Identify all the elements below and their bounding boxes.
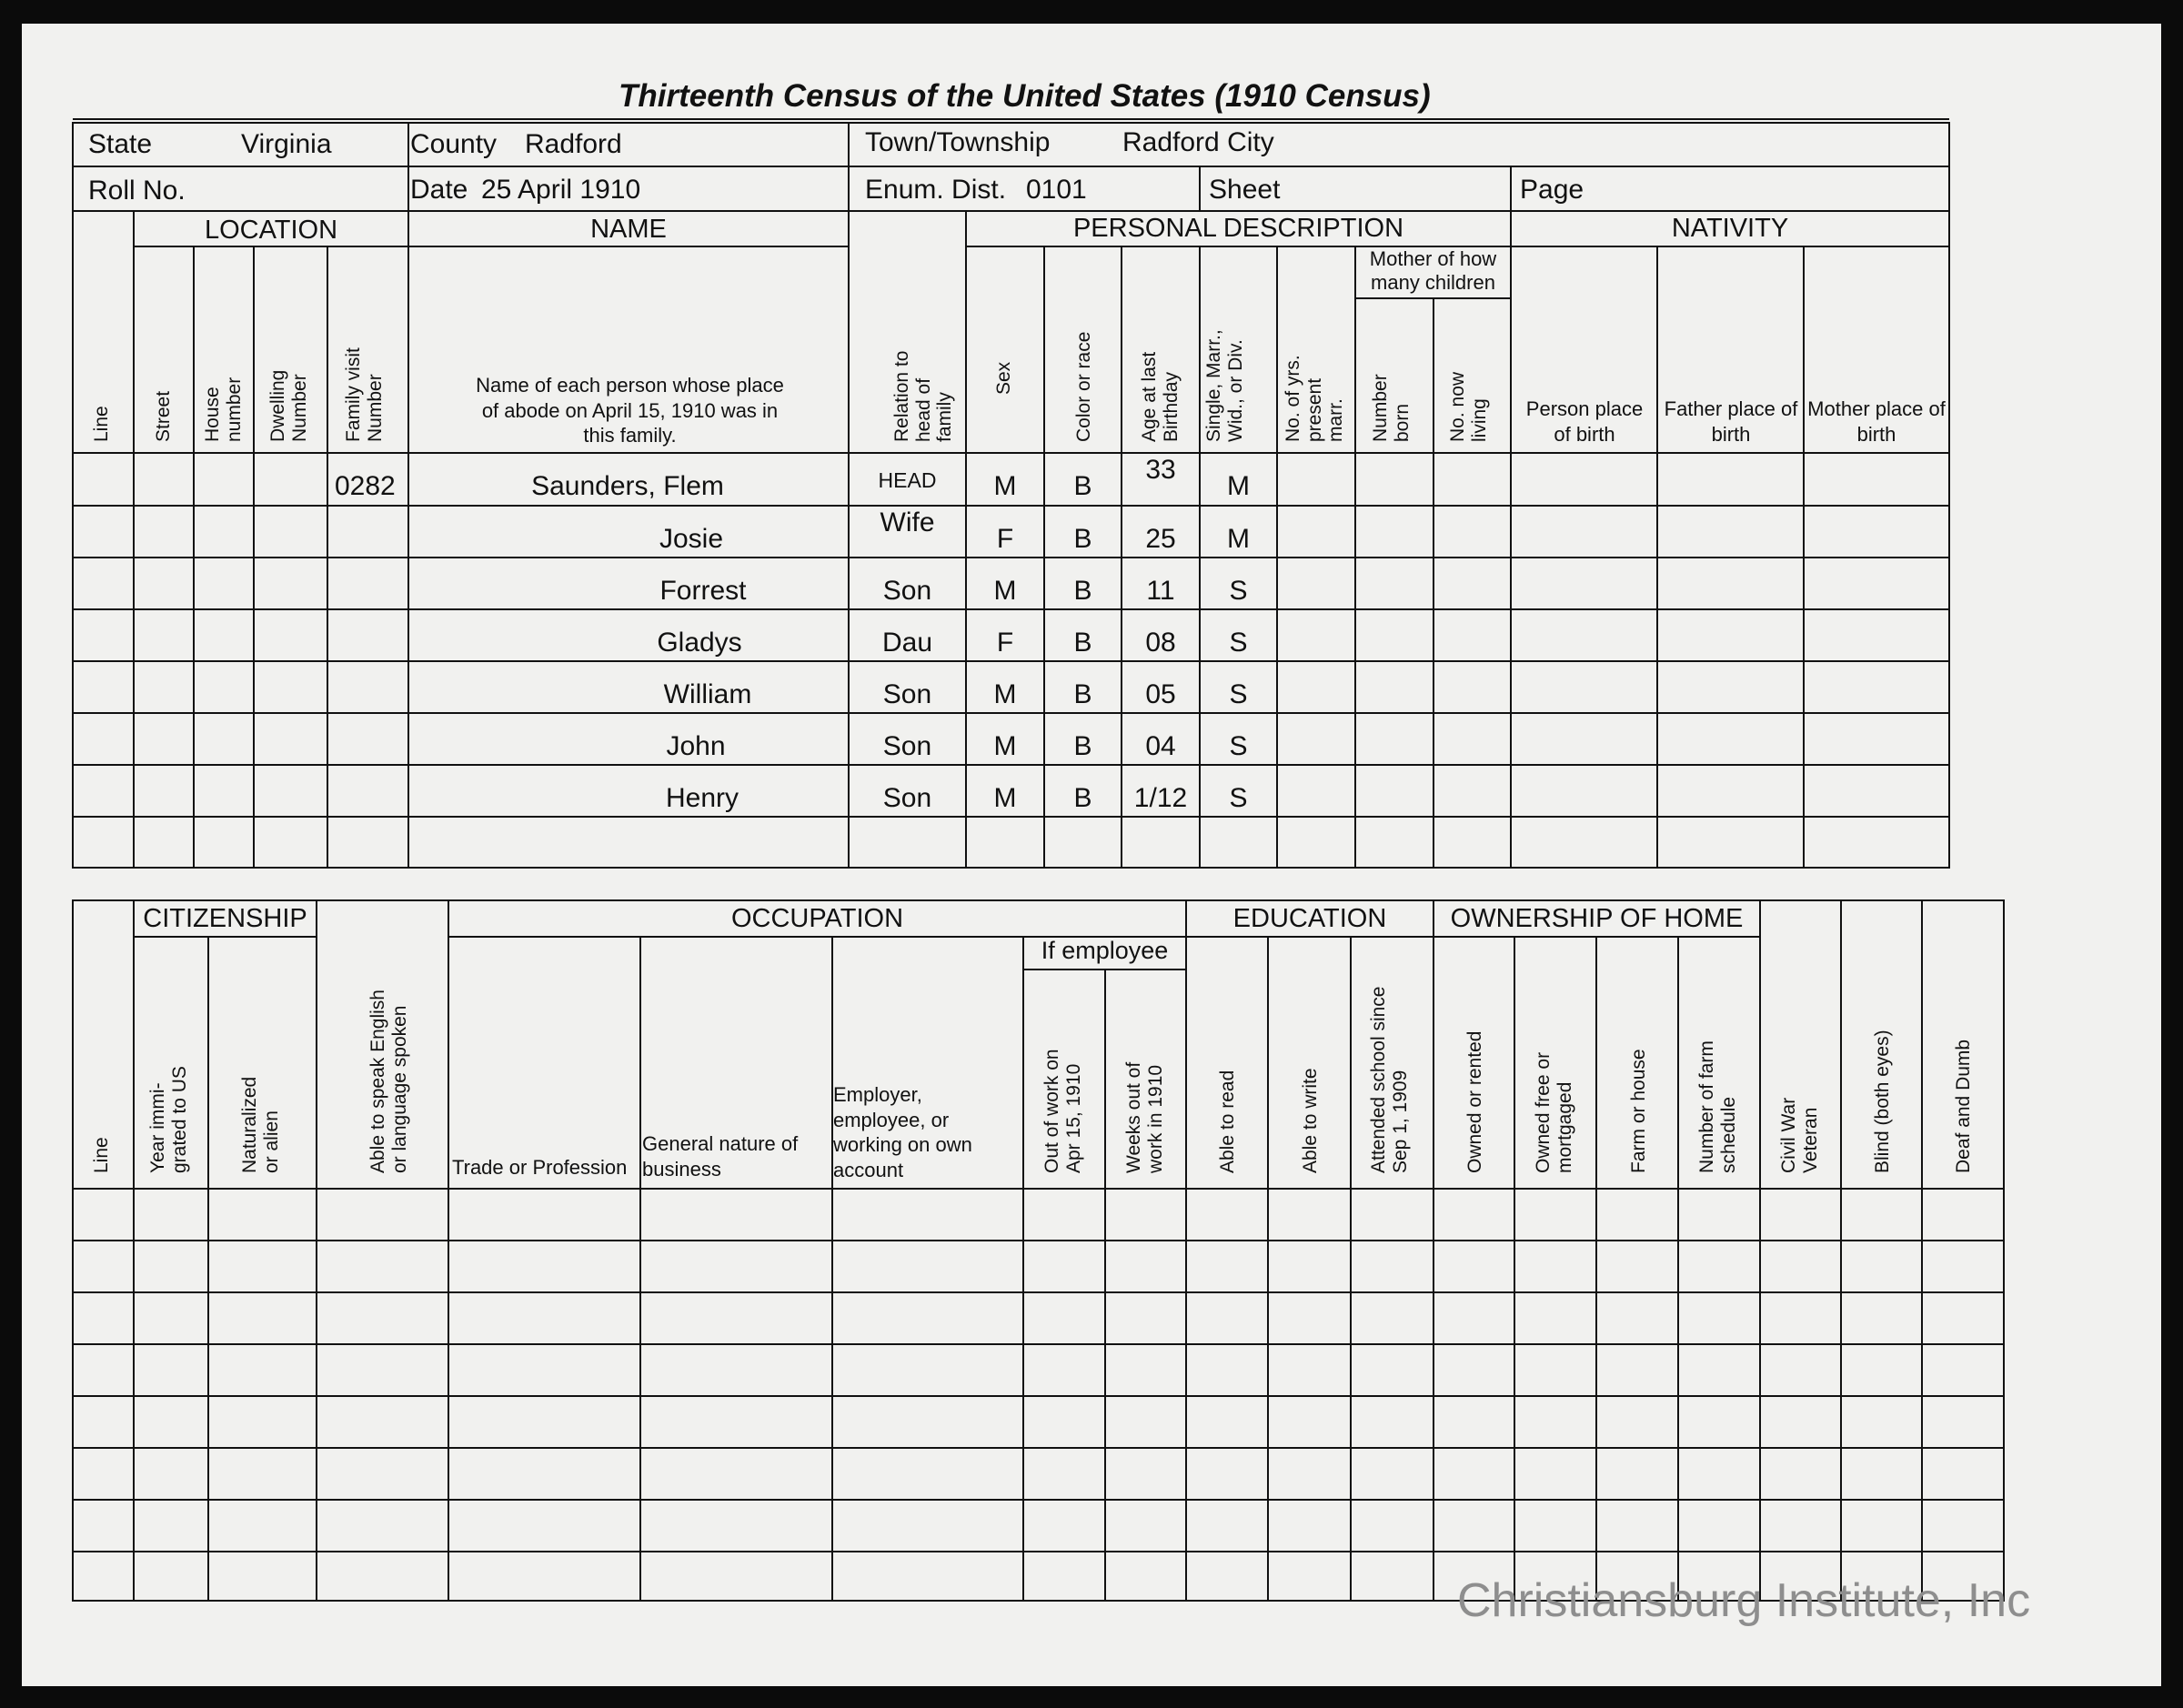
- col-trade-profession: Trade or Profession: [452, 1156, 628, 1179]
- col-speak-english: Able to speak English or language spoken: [367, 990, 410, 1173]
- col-sex: Sex: [993, 361, 1014, 395]
- person-sex: M: [993, 679, 1017, 709]
- person-age: 25: [1145, 524, 1176, 554]
- state-value: Virginia: [241, 129, 332, 159]
- group-if-employee: If employee: [1041, 937, 1169, 964]
- col-family-visit-number: Family visit Number: [343, 347, 386, 442]
- col-house-number: House number: [202, 377, 245, 442]
- group-mother-children: Mother of how many children: [1369, 247, 1497, 295]
- person-age: 11: [1146, 576, 1175, 606]
- person-age: 33: [1145, 455, 1176, 485]
- col-number-born: Number born: [1370, 374, 1413, 442]
- bottom-table-border: [73, 900, 2004, 1601]
- col-attended-school: Attended school since Sep 1, 1909: [1368, 986, 1411, 1173]
- col-marital: Single, Marr., Wid., or Div.: [1203, 329, 1246, 442]
- person-relation: Son: [882, 731, 932, 761]
- person-relation: Son: [882, 679, 932, 709]
- person-race: B: [1073, 679, 1092, 709]
- col-year-immigrated: Year immi- grated to US: [147, 1066, 190, 1173]
- col-weeks-out-of-work: Weeks out of work in 1910: [1123, 1061, 1166, 1173]
- date-label: Date: [410, 175, 468, 205]
- col-street: Street: [153, 390, 174, 442]
- person-age: 05: [1145, 679, 1176, 709]
- col-owned-rented: Owned or rented: [1464, 1030, 1485, 1173]
- person-relation: Dau: [881, 628, 933, 658]
- col-age: Age at last Birthday: [1139, 351, 1182, 442]
- person-race: B: [1073, 524, 1092, 554]
- group-education: EDUCATION: [1232, 904, 1387, 933]
- col-father-birthplace: Father place of birth: [1664, 397, 1798, 446]
- group-location: LOCATION: [204, 216, 338, 245]
- group-nativity: NATIVITY: [1671, 214, 1789, 243]
- col-relation: Relation to head of family: [891, 350, 956, 442]
- person-relation: Son: [882, 783, 932, 813]
- person-race: B: [1073, 471, 1092, 501]
- person-name: Saunders, Flem: [531, 471, 724, 501]
- person-marital: S: [1229, 783, 1248, 813]
- group-citizenship: CITIZENSHIP: [143, 904, 307, 933]
- town-value: Radford City: [1122, 127, 1274, 157]
- person-race: B: [1073, 731, 1092, 761]
- person-race: B: [1073, 576, 1092, 606]
- person-race: B: [1073, 628, 1092, 658]
- person-name: Gladys: [657, 628, 742, 658]
- enum-value: 0101: [1026, 175, 1087, 205]
- person-name: Forrest: [659, 576, 747, 606]
- col-years-married: No. of yrs. present marr.: [1283, 355, 1347, 442]
- person-name: Josie: [659, 524, 724, 554]
- county-label: County: [410, 129, 498, 159]
- col-line: Line: [91, 1137, 112, 1173]
- person-age: 04: [1145, 731, 1176, 761]
- col-farm-schedule: Number of farm schedule: [1696, 1040, 1739, 1173]
- date-value: 25 April 1910: [481, 175, 641, 205]
- col-person-birthplace: Person place of birth: [1525, 397, 1644, 446]
- person-sex: M: [993, 471, 1017, 501]
- person-relation: Wife: [880, 507, 935, 538]
- enum-label: Enum. Dist.: [865, 175, 1007, 205]
- page-label: Page: [1520, 175, 1584, 205]
- person-marital: S: [1229, 679, 1248, 709]
- person-sex: F: [996, 628, 1014, 658]
- person-relation: Son: [882, 576, 932, 606]
- col-nature-of-business: General nature of business: [642, 1132, 799, 1181]
- person-sex: M: [993, 783, 1017, 813]
- col-employer-employee: Employer, employee, or working on own account: [833, 1083, 972, 1181]
- form-title: Thirteenth Census of the United States (1910 Census): [619, 78, 1431, 114]
- person-marital: M: [1227, 471, 1250, 501]
- col-now-living: No. now living: [1447, 371, 1490, 442]
- person-marital: S: [1229, 628, 1248, 658]
- col-naturalized: Naturalized or alien: [239, 1076, 282, 1173]
- col-name-description: Name of each person whose place of abode on April 15, 1910 was in this family.: [476, 374, 784, 447]
- county-value: Radford: [525, 129, 622, 159]
- col-dwelling-number: Dwelling Number: [267, 369, 310, 442]
- col-deaf-dumb: Deaf and Dumb: [1953, 1039, 1974, 1173]
- person-marital: S: [1229, 576, 1248, 606]
- col-color-race: Color or race: [1073, 331, 1094, 442]
- group-ownership-of-home: OWNERSHIP OF HOME: [1450, 904, 1744, 933]
- col-civil-war-veteran: Civil War Veteran: [1778, 1097, 1821, 1173]
- person-marital: S: [1229, 731, 1248, 761]
- col-farm-or-house: Farm or house: [1628, 1049, 1649, 1173]
- col-owned-free-mortgaged: Owned free or mortgaged: [1533, 1051, 1575, 1173]
- person-name: Henry: [665, 783, 739, 813]
- person-race: B: [1073, 783, 1092, 813]
- group-personal-description: PERSONAL DESCRIPTION: [1072, 214, 1404, 243]
- person-marital: M: [1227, 524, 1250, 554]
- col-line: Line: [91, 406, 112, 442]
- group-occupation: OCCUPATION: [730, 904, 904, 933]
- group-name: NAME: [590, 215, 667, 244]
- col-able-to-read: Able to read: [1217, 1070, 1238, 1173]
- state-label: State: [88, 129, 153, 159]
- family-visit-number: 0282: [335, 471, 396, 501]
- col-able-to-write: Able to write: [1300, 1068, 1321, 1173]
- person-age: 08: [1145, 628, 1176, 658]
- person-relation: HEAD: [878, 468, 937, 492]
- sheet-label: Sheet: [1209, 175, 1281, 205]
- roll-label: Roll No.: [88, 176, 186, 206]
- person-sex: M: [993, 731, 1017, 761]
- person-sex: F: [996, 524, 1014, 554]
- col-mother-birthplace: Mother place of birth: [1807, 397, 1946, 446]
- watermark-text: Christiansburg Institute, Inc: [1457, 1574, 2031, 1627]
- person-name: William: [663, 679, 752, 709]
- town-label: Town/Township: [865, 127, 1051, 157]
- col-out-of-work: Out of work on Apr 15, 1910: [1041, 1049, 1084, 1173]
- person-name: John: [666, 731, 726, 761]
- col-blind: Blind (both eyes): [1872, 1030, 1893, 1173]
- person-age: 1/12: [1133, 783, 1188, 813]
- person-sex: M: [993, 576, 1017, 606]
